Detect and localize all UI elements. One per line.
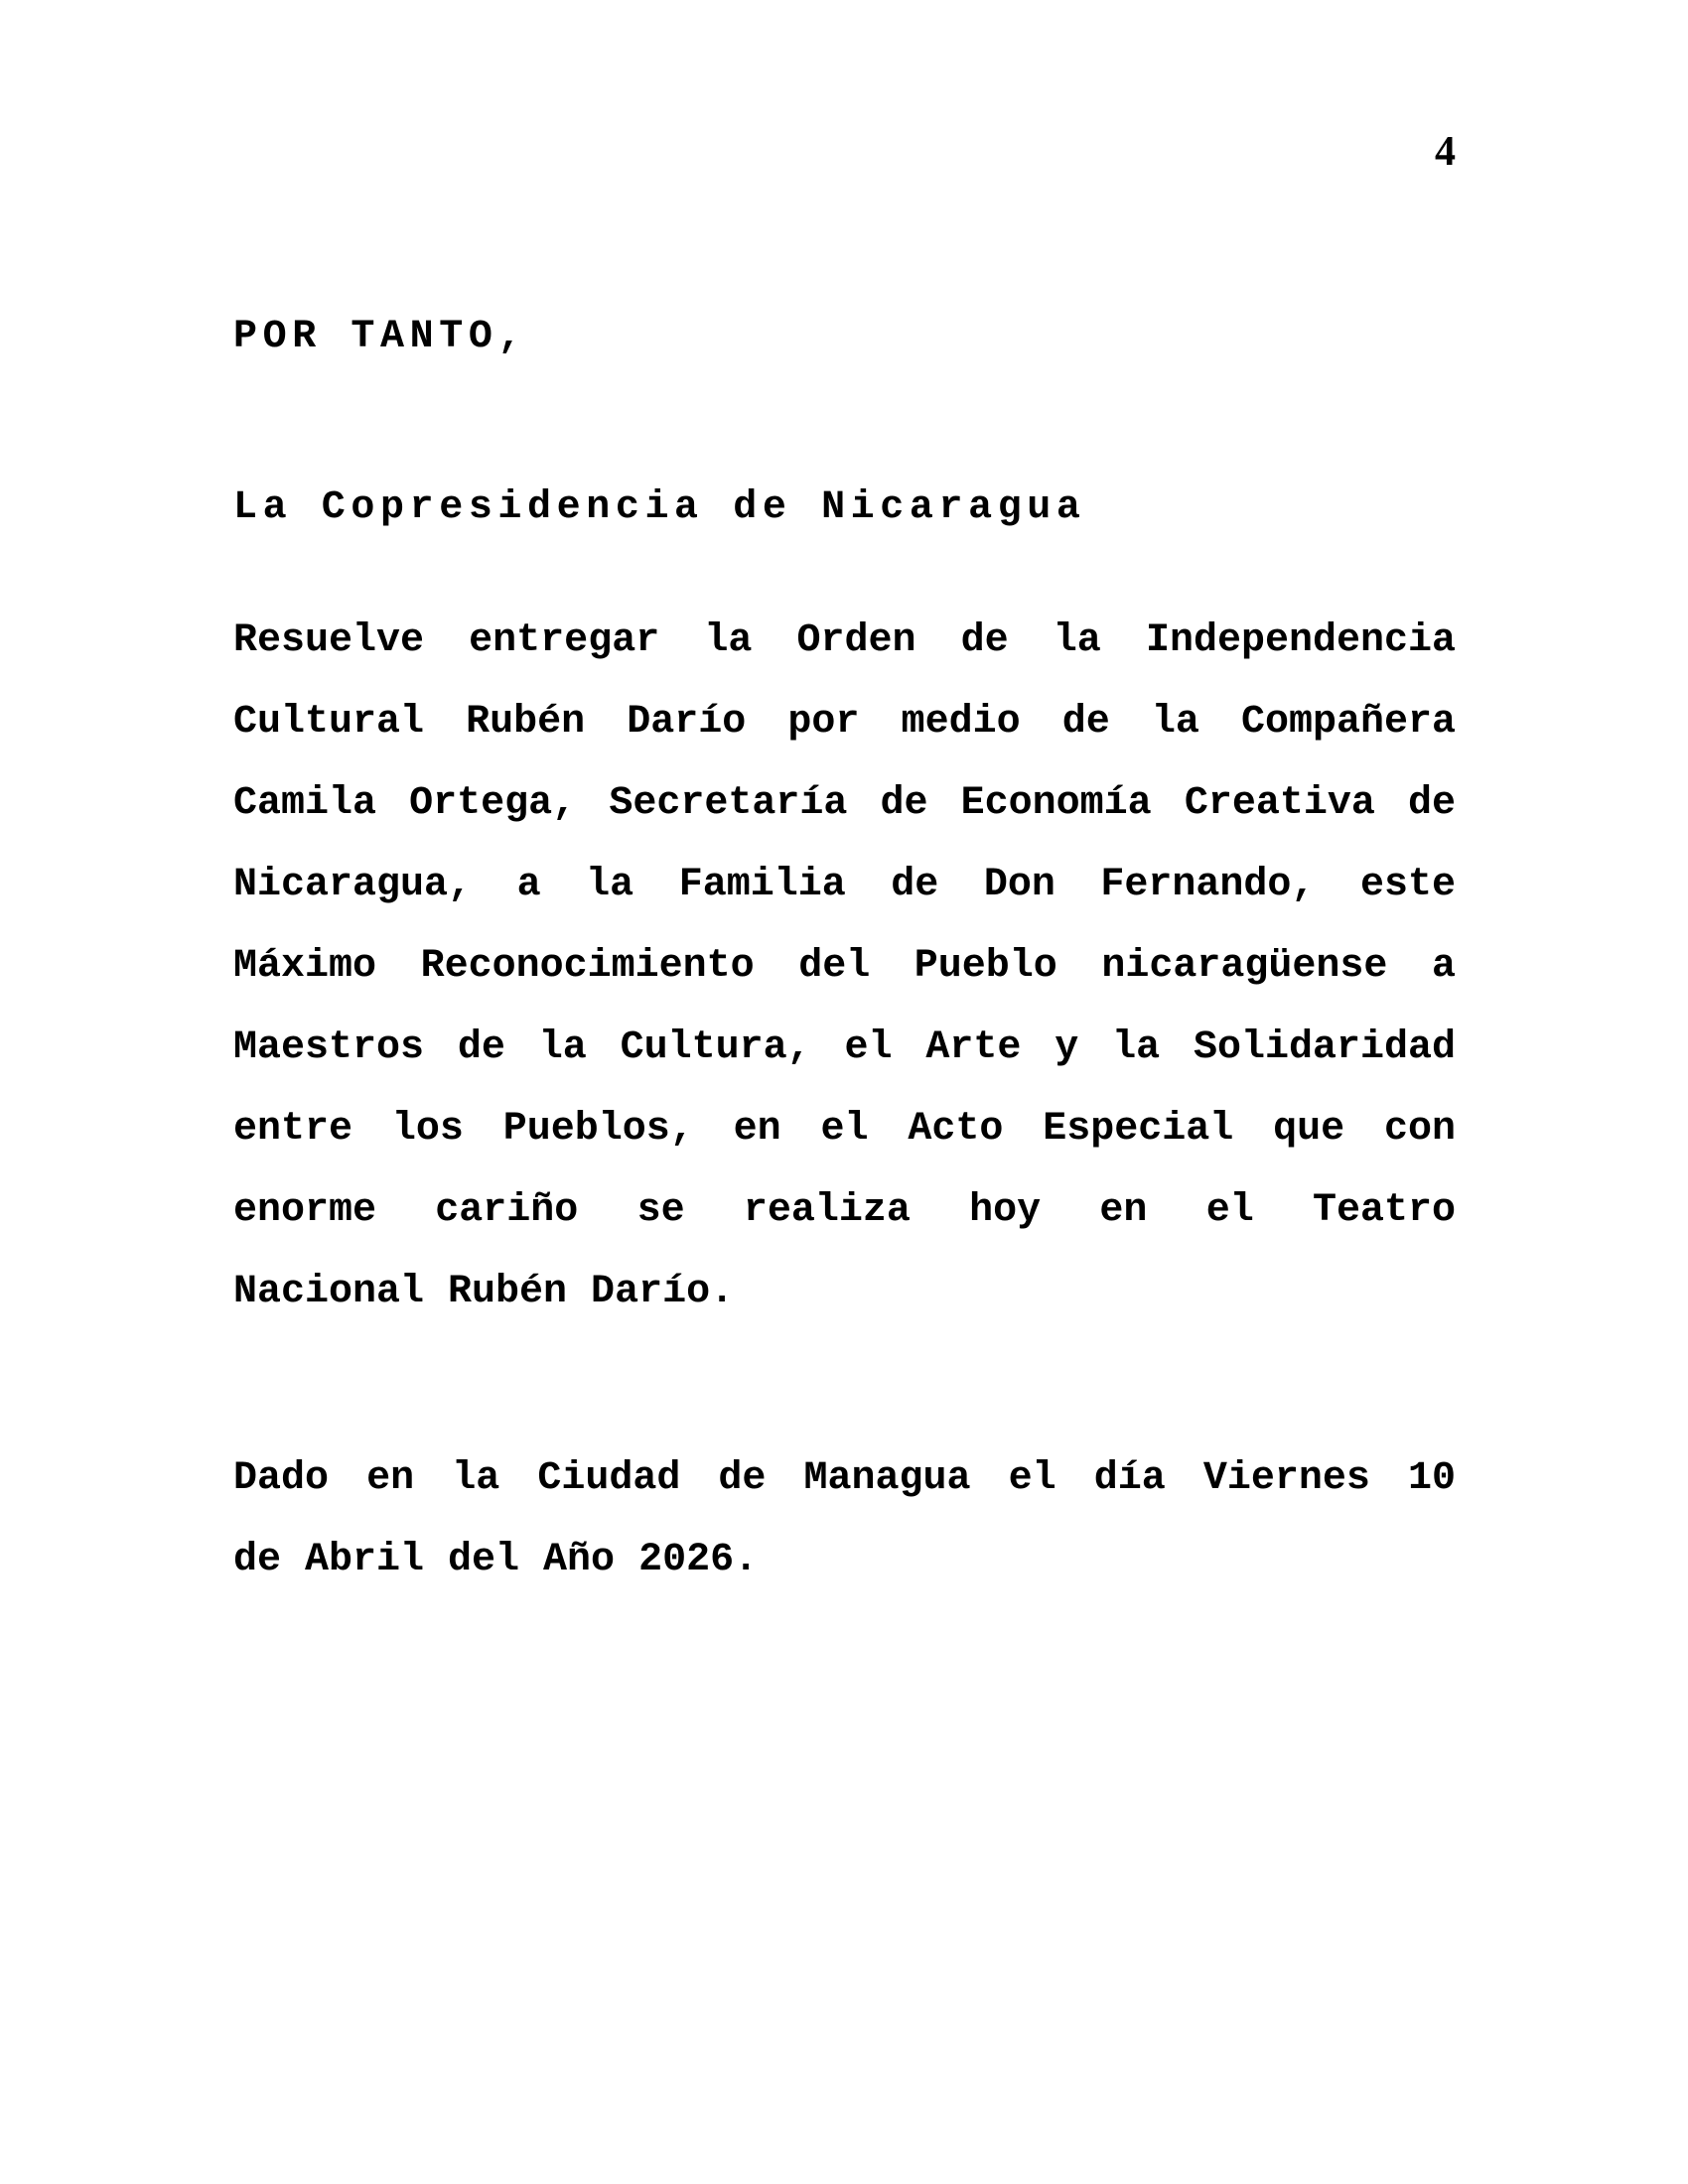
body-line-1: Resuelve entregar la Orden de la Independencia — [233, 618, 1456, 663]
body-line-3: Camila Ortega, Secretaría de Economía Creativa de — [233, 781, 1456, 826]
body-line-4: Nicaragua, a la Familia de Don Fernando, este — [233, 863, 1456, 907]
closing-line-1: Dado en la Ciudad de Managua el día Viernes 10 — [233, 1456, 1456, 1501]
subheading-copresidencia: La Copresidencia de Nicaragua — [233, 485, 1086, 530]
body-line-7: entre los Pueblos, en el Acto Especial que con — [233, 1107, 1456, 1152]
body-line-5: Máximo Reconocimiento del Pueblo nicaragüense a — [233, 944, 1456, 989]
page-number: 4 — [1435, 129, 1456, 175]
body-line-8: enorme cariño se realiza hoy en el Teatro — [233, 1188, 1456, 1233]
closing-paragraph — [233, 1438, 1456, 1601]
body-line-9: Nacional Rubén Darío. — [233, 1270, 735, 1314]
body-line-6: Maestros de la Cultura, el Arte y la Solidaridad — [233, 1025, 1456, 1070]
closing-line-2: de Abril del Año 2026. — [233, 1538, 759, 1582]
body-paragraph — [233, 601, 1456, 1333]
body-line-2: Cultural Rubén Darío por medio de la Compañera — [233, 700, 1456, 745]
heading-por-tanto: POR TANTO, — [233, 315, 528, 359]
